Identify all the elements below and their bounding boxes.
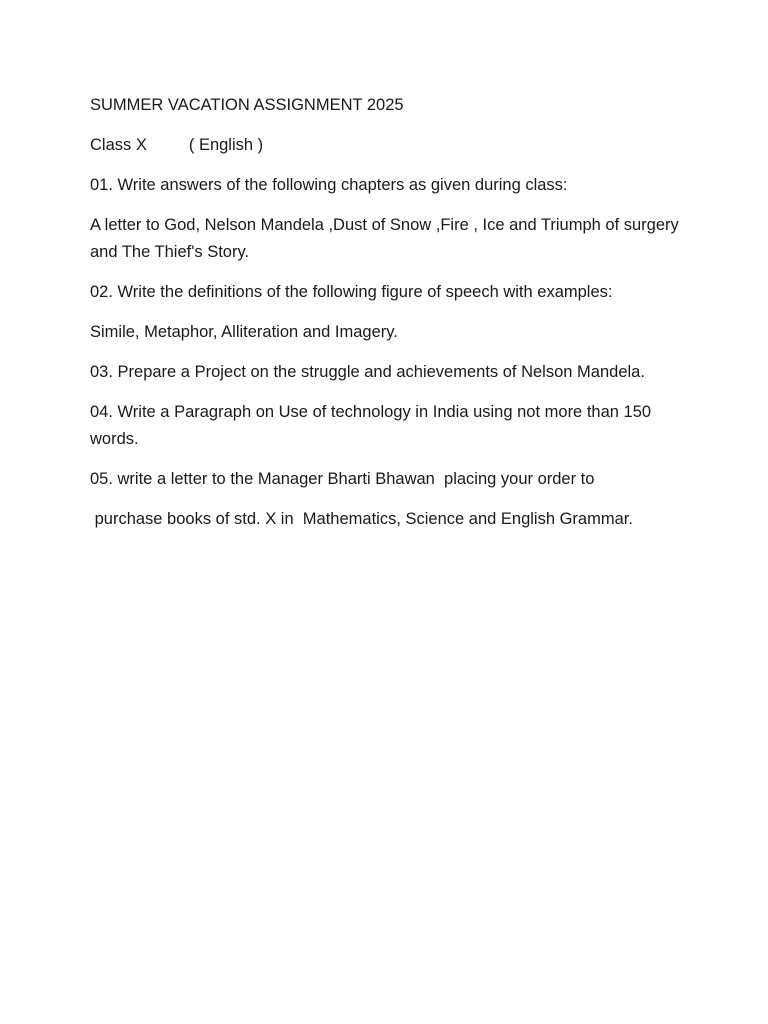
question-5-continued: purchase books of std. X in Mathematics, Science and English Grammar. xyxy=(90,510,633,528)
question-1-chapters: A letter to God, Nelson Mandela ,Dust of Snow ,Fire , Ice and Triumph of surgery and The Thief's Story. xyxy=(90,216,684,261)
question-2: 02. Write the definitions of the following figure of speech with examples: xyxy=(90,283,613,301)
question-2-figures: Simile, Metaphor, Alliteration and Imagery. xyxy=(90,323,398,341)
document-body xyxy=(90,92,690,546)
class-label: Class X xyxy=(90,136,147,154)
document-title: SUMMER VACATION ASSIGNMENT 2025 xyxy=(90,96,404,114)
class-subject-line xyxy=(90,132,690,159)
question-1: 01. Write answers of the following chapters as given during class: xyxy=(90,176,568,194)
subject-label: ( English ) xyxy=(188,136,264,154)
question-5: 05. write a letter to the Manager Bharti Bhawan placing your order to xyxy=(90,470,595,488)
question-4: 04. Write a Paragraph on Use of technology in India using not more than 150 words. xyxy=(90,403,656,448)
question-3: 03. Prepare a Project on the struggle and achievements of Nelson Mandela. xyxy=(90,363,645,381)
